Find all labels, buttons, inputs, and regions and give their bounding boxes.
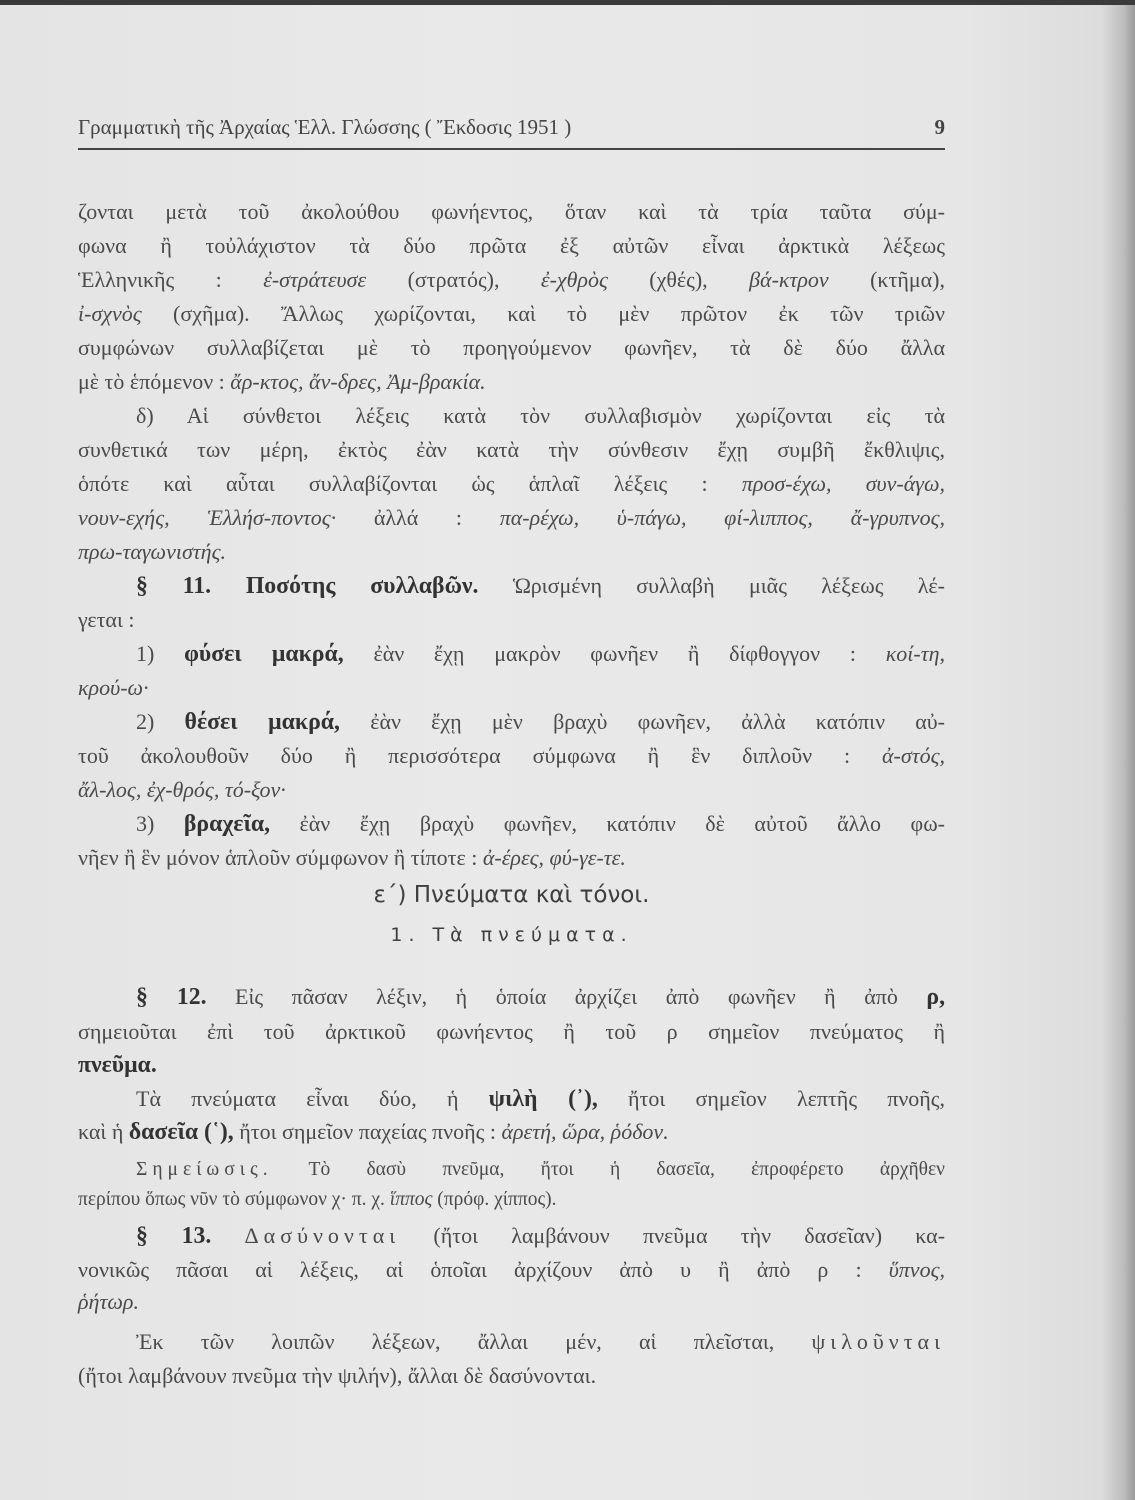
text-line: [78, 469, 945, 499]
italic-example: ἀ-στός,: [881, 743, 945, 768]
text-line: [78, 1155, 945, 1185]
spaced-term: Δασύνονται: [244, 1223, 401, 1248]
text-line: [78, 1050, 945, 1080]
page-number: 9: [934, 115, 945, 139]
text-run: Ὡρισμένη συλλαβὴ μιᾶς λέξεως λέ-: [478, 573, 945, 598]
text-line: [78, 367, 945, 397]
text-line: [78, 707, 945, 737]
text-run: ζονται μετὰ τοῦ ἀκολούθου φωνήεντος, ὅταν καὶ τὰ τρία ταῦτα σύμ-: [78, 199, 945, 224]
text-run: καὶ ἡ: [78, 1119, 129, 1144]
text-run: (στρατός),: [366, 267, 541, 292]
italic-example: ἀρετή, ὥρα, ῥόδον.: [501, 1119, 669, 1144]
italic-example: βά-κτρον: [749, 267, 829, 292]
text-run: Τὰ πνεύματα εἶναι δύο, ἡ: [136, 1086, 489, 1111]
text-run: Ἑλληνικῆς :: [78, 267, 264, 292]
text-run: νονικῶς πᾶσαι αἱ λέξεις, αἱ ὁποῖαι ἀρχίζουν ἀπὸ υ ἢ ἀπὸ ρ :: [78, 1257, 889, 1282]
text-line: [78, 435, 945, 465]
text-line: [78, 741, 945, 771]
text-line: [78, 299, 945, 329]
text-line: [78, 1221, 945, 1251]
italic-example: ὕπνος,: [888, 1257, 945, 1282]
text-line: [78, 605, 945, 635]
bold-term: πνεῦμα.: [78, 1052, 157, 1078]
bold-term: ψιλὴ (᾿),: [488, 1086, 598, 1112]
scan-top-edge: [0, 0, 1135, 5]
italic-example: κοί-τη,: [885, 641, 945, 666]
text-run: (ἤτοι λαμβάνουν πνεῦμα τὴν δασεῖαν) κα-: [400, 1223, 946, 1248]
text-line: [78, 571, 945, 601]
text-run: περίπου ὅπως νῦν τὸ σύμφωνον χ· π. χ.: [78, 1189, 390, 1210]
text-line: [78, 503, 945, 533]
bold-term: δασεῖα (῾),: [128, 1119, 234, 1145]
text-run: μὲ τὸ ἑπόμενον :: [78, 369, 231, 394]
text-run: ἐὰν ἔχῃ μακρὸν φωνῆεν ἢ δίφθογγον :: [343, 641, 886, 666]
text-run: τοῦ ἀκολουθοῦν δύο ἢ περισσότερα σύμφωνα ἢ ἓν διπλοῦν :: [78, 743, 882, 768]
bold-term: § 12.: [136, 984, 207, 1010]
running-header-title: Γραμματικὴ τῆς Ἀρχαίας Ἑλλ. Γλώσσης ( Ἔκδοσις 1951 ): [78, 115, 572, 139]
text-line: [78, 265, 945, 295]
text-line: [78, 1287, 945, 1317]
text-line: [78, 982, 945, 1012]
text-run: φωνα ἢ τοὐλάχιστον τὰ δύο πρῶτα ἐξ αὐτῶν εἶναι ἀρκτικὰ λέξεως: [78, 233, 945, 258]
text-run: 1): [136, 641, 185, 666]
text-line: [78, 1084, 945, 1114]
text-line: [78, 401, 945, 431]
text-run: ὁπότε καὶ αὗται συλλαβίζονται ὡς ἁπλαῖ λέξεις :: [78, 471, 742, 496]
italic-example: νουν-εχής, Ἑλλήσ-ποντος·: [78, 505, 337, 530]
text-run: 2): [136, 709, 185, 734]
text-line: [78, 333, 945, 363]
text-run: ἐὰν ἔχῃ βραχὺ φωνῆεν, κατόπιν δὲ αὐτοῦ ἄλλο φω-: [270, 811, 945, 836]
text-line: [78, 1185, 945, 1215]
text-line: [78, 673, 945, 703]
spaced-term: ψιλοῦνται: [811, 1329, 945, 1354]
text-run: γεται :: [78, 607, 135, 632]
header-rule: [78, 148, 945, 150]
italic-example: ἵππος: [389, 1189, 433, 1210]
bold-term: βραχεῖα,: [183, 811, 271, 837]
text-run: (ἤτοι λαμβάνουν πνεῦμα τὴν ψιλήν), ἄλλαι δὲ δασύνονται.: [78, 1363, 597, 1388]
bold-term: § 13.: [136, 1223, 212, 1249]
text-run: Εἰς πᾶσαν λέξιν, ἡ ὁποία ἀρχίζει ἀπὸ φωνῆεν ἢ ἀπὸ: [206, 984, 927, 1009]
text-run: (χθές),: [607, 267, 750, 292]
text-line: [78, 197, 945, 227]
italic-example: πρω-ταγωνιστής.: [78, 539, 227, 564]
text-line: [78, 1117, 945, 1147]
running-header: [78, 115, 945, 145]
subsection-heading: 1. Τὰ πνεύματα.: [390, 924, 633, 946]
text-line: [78, 775, 945, 805]
text-line: [78, 1255, 945, 1285]
text-line: [78, 537, 945, 567]
text-run: Ἐκ τῶν λοιπῶν λέξεων, ἄλλαι μέν, αἱ πλεῖσται,: [136, 1329, 812, 1354]
italic-example: ἀ-έρες, φύ-γε-τε.: [482, 845, 626, 870]
text-line: [78, 1017, 945, 1047]
text-run: σημειοῦται ἐπὶ τοῦ ἀρκτικοῦ φωνήεντος ἢ τοῦ ρ σημεῖον πνεύματος ἢ: [78, 1019, 945, 1044]
bold-term: ρ,: [926, 984, 946, 1010]
text-run: συνθετικά των μέρη, ἐκτὸς ἐὰν κατὰ τὴν σύνθεσιν ἔχῃ συμβῆ ἔκθλιψις,: [78, 437, 945, 462]
text-line: [78, 1361, 945, 1391]
spaced-term: Σημείωσις.: [136, 1159, 273, 1180]
text-line: [78, 843, 945, 873]
italic-example: ἐ-στράτευσε: [263, 267, 367, 292]
text-run: 3): [136, 811, 184, 836]
italic-example: ῥήτωρ.: [78, 1289, 139, 1314]
italic-example: ἰ-σχνὸς: [78, 301, 142, 326]
bold-term: θέσει μακρά,: [184, 709, 340, 735]
italic-example: κρού-ω·: [78, 675, 149, 700]
text-line: [78, 1327, 945, 1357]
text-run: ἐὰν ἔχῃ μὲν βραχὺ φωνῆεν, ἀλλὰ κατόπιν αὐ-: [340, 709, 945, 734]
italic-example: ἐ-χθρὸς: [540, 267, 608, 292]
text-run: δ) Αἱ σύνθετοι λέξεις κατὰ τὸν συλλαβισμὸν χωρίζονται εἰς τὰ: [136, 403, 945, 428]
italic-example: ἄλ-λος, ἐχ-θρός, τό-ξον·: [78, 777, 286, 802]
text-run: συμφώνων συλλαβίζεται μὲ τὸ προηγούμενον φωνῆεν, τὰ δὲ δύο ἄλλα: [78, 335, 945, 360]
text-run: Τὸ δασὺ πνεῦμα, ἤτοι ἡ δασεῖα, ἐπροφέρετο ἀρχῆθεν: [272, 1159, 945, 1180]
text-run: ἤτοι σημεῖον λεπτῆς πνοῆς,: [597, 1086, 945, 1111]
text-run: (κτῆμα),: [828, 267, 945, 292]
italic-example: προσ-έχω, συν-άγω,: [741, 471, 945, 496]
bold-term: § 11. Ποσότης συλλαβῶν.: [136, 573, 479, 599]
text-line: [78, 809, 945, 839]
text-run: [211, 1223, 244, 1248]
text-run: (σχῆμα). Ἄλλως χωρίζονται, καὶ τὸ μὲν πρῶτον ἐκ τῶν τριῶν: [141, 301, 945, 326]
section-heading: ε´) Πνεύματα καὶ τόνοι.: [373, 882, 650, 908]
text-line: [78, 231, 945, 261]
italic-example: πα-ρέχω, ὑ-πάγω, φί-λιππος, ἄ-γρυπνος,: [499, 505, 946, 530]
italic-example: ἄρ-κτος, ἄν-δρες, Ἀμ-βρακία.: [230, 369, 486, 394]
text-line: [78, 639, 945, 669]
text-run: ἤτοι σημεῖον παχείας πνοῆς :: [233, 1119, 502, 1144]
text-run: (πρόφ. χίππος).: [432, 1189, 557, 1210]
bold-term: φύσει μακρά,: [184, 641, 344, 667]
text-run: ἀλλά :: [336, 505, 500, 530]
text-run: νῆεν ἢ ἓν μόνον ἁπλοῦν σύμφωνον ἢ τίποτε :: [78, 845, 483, 870]
